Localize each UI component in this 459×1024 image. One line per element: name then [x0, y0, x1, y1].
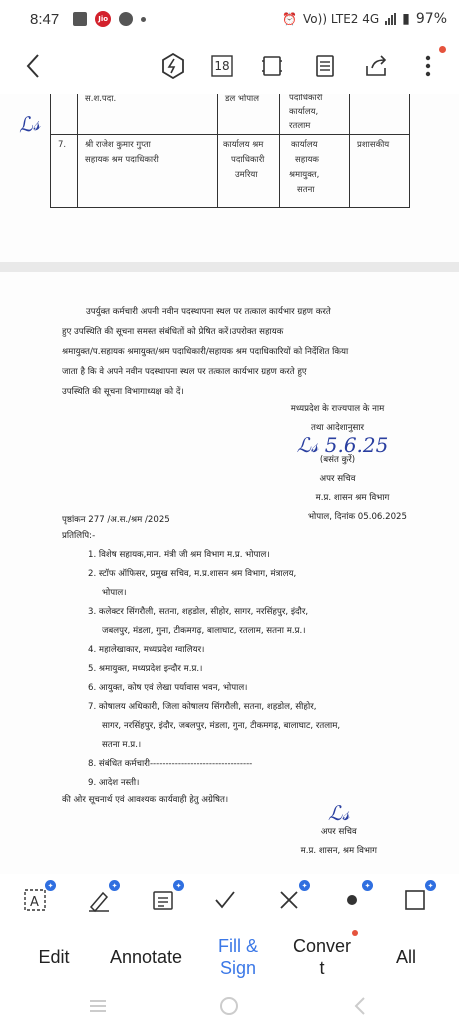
paragraph-line: जाता है कि वे अपने नवीन पदस्थापना स्थल पर तत्काल कार्यभार ग्रहण करते हुए — [62, 367, 307, 377]
status-time: 8:47 — [30, 10, 60, 28]
list-item: 3. कलेक्टर सिंगरौली, सतना, शहडोल, सीहोर, सागर, नरसिंहपुर, इंदौर, — [88, 607, 309, 617]
home-icon[interactable] — [217, 996, 241, 1016]
signatory-name: (बसंत कुर्रे) — [319, 455, 356, 465]
battery-icon: ▮ — [402, 11, 410, 27]
paragraph-line: उपस्थिति की सूचना विभागाध्यक्ष को दें। — [62, 387, 184, 397]
table-cell: कार्यालय — [291, 140, 318, 150]
table-cell-number: 7. — [58, 140, 67, 150]
notification-dot — [439, 46, 446, 53]
table-cell: प्रशासकीय — [357, 140, 390, 150]
table-cell: उमरिया — [235, 170, 258, 180]
list-item: 2. स्टॉफ ऑफिसर, प्रमुख सचिव, म.प्र.शासन श्रम विभाग, मंत्रालय, — [88, 569, 297, 579]
badge-icon: ✦ — [299, 880, 310, 891]
paragraph-line: हुए उपस्थिति की सूचना समस्त संबंधितों को प्रेषित करें।उपरोक्त सहायक — [62, 327, 284, 337]
reader-mode-icon[interactable] — [309, 50, 341, 82]
list-item: जबलपुर, मंडला, गुना, टीकमगढ़, बालाघाट, रतलाम, सतना म.प्र.। — [102, 626, 306, 636]
table-col-divider — [217, 94, 218, 207]
table-col-divider — [77, 94, 78, 207]
paragraph-line: श्रमायुक्त/प.सहायक श्रमायुक्त/श्रम पदाधिकारी/सहायक श्रम पदाधिकारियों को निर्देशित किया — [62, 347, 349, 357]
network-label: Vo)) LTE2 4G — [303, 12, 380, 26]
jio-icon: Jio — [95, 11, 111, 27]
list-item: 5. श्रमायुक्त, मध्यप्रदेश इन्दौर म.प्र.। — [88, 664, 203, 674]
status-right — [282, 11, 447, 27]
table-cell: कार्यालय श्रम — [223, 140, 264, 150]
order-line: तथा आदेशानुसार — [310, 423, 365, 433]
mode-tab-bar — [0, 926, 459, 988]
closing-line: की ओर सूचनार्थ एवं आवश्यक कार्यवाही हेतु अग्रेषित। — [62, 795, 229, 805]
signatory-designation: अपर सचिव — [319, 474, 356, 484]
convert-notification-dot — [352, 930, 358, 936]
copy-to-label: प्रतिलिपि:- — [62, 531, 96, 541]
transfer-table — [50, 94, 410, 208]
table-row-divider — [51, 134, 409, 135]
dot-tool-icon[interactable] — [337, 881, 371, 914]
checkmark-icon[interactable] — [210, 886, 240, 914]
svg-text:A: A — [30, 895, 39, 910]
tab-all[interactable]: All — [395, 947, 416, 967]
list-item: भोपाल। — [102, 588, 127, 598]
order-signature-block — [268, 400, 407, 527]
list-item: 1. विशेष सहायक,मान. मंत्री जी श्रम विभाग म.प्र. भोपाल। — [88, 550, 270, 560]
tab-edit[interactable]: Edit — [38, 947, 70, 967]
more-icon[interactable] — [412, 50, 444, 82]
compass-icon — [119, 12, 133, 26]
table-col-divider — [279, 94, 280, 207]
paragraph-line: उपर्युक्त कर्मचारी अपनी नवीन पदस्थापना स्थल पर तत्काल कार्यभार ग्रहण करते — [86, 307, 331, 317]
endorsement-number: पृष्ठांकन 277 /अ.स./श्रम /2025 — [62, 515, 170, 525]
page-count: 18 — [214, 59, 230, 73]
signatory-department: म.प्र. शासन श्रम विभाग — [315, 493, 390, 503]
crop-icon[interactable] — [256, 50, 288, 82]
list-item: 4. महालेखाकार, मध्यप्रदेश ग्वालियर। — [88, 645, 205, 655]
order-date: भोपाल, दिनांक 05.06.2025 — [308, 512, 407, 522]
badge-icon: ✦ — [109, 880, 120, 891]
list-item: 6. आयुक्त, कोष एवं लेखा पर्यावास भवन, भोपाल। — [88, 683, 248, 693]
document-page-1 — [0, 94, 459, 262]
badge-icon: ✦ — [173, 880, 184, 891]
system-nav-bar — [0, 988, 459, 1024]
closing-signature: ℒ𝓈 — [327, 801, 350, 825]
table-cell: श्रमायुक्त, — [289, 170, 320, 180]
tab-annotate[interactable]: Annotate — [109, 947, 183, 967]
table-cell: पदाधिकारी — [289, 94, 323, 103]
table-cell: कार्यालय, — [289, 107, 319, 117]
signal-icon — [385, 13, 396, 25]
cross-icon[interactable] — [274, 881, 308, 914]
message-icon — [73, 12, 87, 26]
list-item: 8. संबंधित कर्मचारी--------------------------------- — [88, 759, 253, 769]
order-line: मध्यप्रदेश के राज्यपाल के नाम — [290, 404, 385, 414]
document-viewer[interactable] — [0, 94, 459, 874]
list-item: 9. आदेश नस्ती। — [88, 778, 140, 788]
ai-assistant-icon[interactable] — [157, 50, 189, 82]
back-icon[interactable] — [22, 52, 46, 80]
list-item: सागर, नरसिंहपुर, इंदौर, जबलपुर, मंडला, गुना, टीकमगढ़, बालाघाट, रतलाम, — [102, 721, 341, 731]
margin-initials: ℒ𝓈 — [16, 110, 42, 138]
table-cell: स.श.पदा. — [85, 94, 117, 104]
document-page-2 — [0, 272, 459, 874]
form-list-icon[interactable] — [148, 881, 182, 914]
closing-signature-block — [300, 801, 377, 861]
list-item: 7. कोषालय अधिकारी, जिला कोषालय सिंगरौली, सतना, शहडोल, सीहोर, — [88, 702, 317, 712]
back-nav-icon[interactable] — [348, 996, 372, 1016]
table-cell: सहायक — [295, 155, 319, 165]
tab-convert[interactable]: Conver t — [292, 936, 352, 978]
badge-icon: ✦ — [425, 880, 436, 891]
recent-apps-icon[interactable] — [86, 996, 110, 1016]
battery-percent: 97% — [415, 11, 447, 27]
tab-fill-sign[interactable]: Fill & Sign — [218, 936, 258, 978]
closing-department: म.प्र. शासन, श्रम विभाग — [300, 846, 377, 856]
closing-designation: अपर सचिव — [320, 827, 357, 837]
order-paragraph — [62, 302, 412, 402]
top-toolbar — [0, 38, 459, 94]
signature-pen-icon[interactable] — [84, 881, 118, 914]
table-col-divider — [349, 94, 350, 207]
status-bar — [0, 0, 459, 38]
alarm-icon: ⏰ — [282, 12, 298, 26]
table-cell: पदाधिकारी — [231, 155, 265, 165]
text-box-icon[interactable] — [20, 881, 54, 914]
page-count-icon[interactable] — [206, 50, 238, 82]
badge-icon: ✦ — [362, 880, 373, 891]
rectangle-icon[interactable] — [400, 881, 434, 914]
list-item: सतना म.प्र.। — [102, 740, 142, 750]
dot-icon — [141, 17, 146, 22]
badge-icon: ✦ — [45, 880, 56, 891]
fill-sign-tools — [0, 874, 459, 926]
distribution-list — [62, 546, 340, 793]
table-cell: श्री राजेश कुमार गुप्ता — [85, 140, 151, 150]
share-icon[interactable] — [361, 50, 393, 82]
status-left — [30, 11, 146, 28]
table-cell: रतलाम — [289, 121, 311, 131]
table-cell: सतना — [297, 185, 315, 195]
signature: ℒ𝓈 5.6.25 — [296, 433, 389, 457]
table-cell: सहायक श्रम पदाधिकारी — [85, 155, 159, 165]
table-cell: डल भोपाल — [225, 94, 259, 104]
